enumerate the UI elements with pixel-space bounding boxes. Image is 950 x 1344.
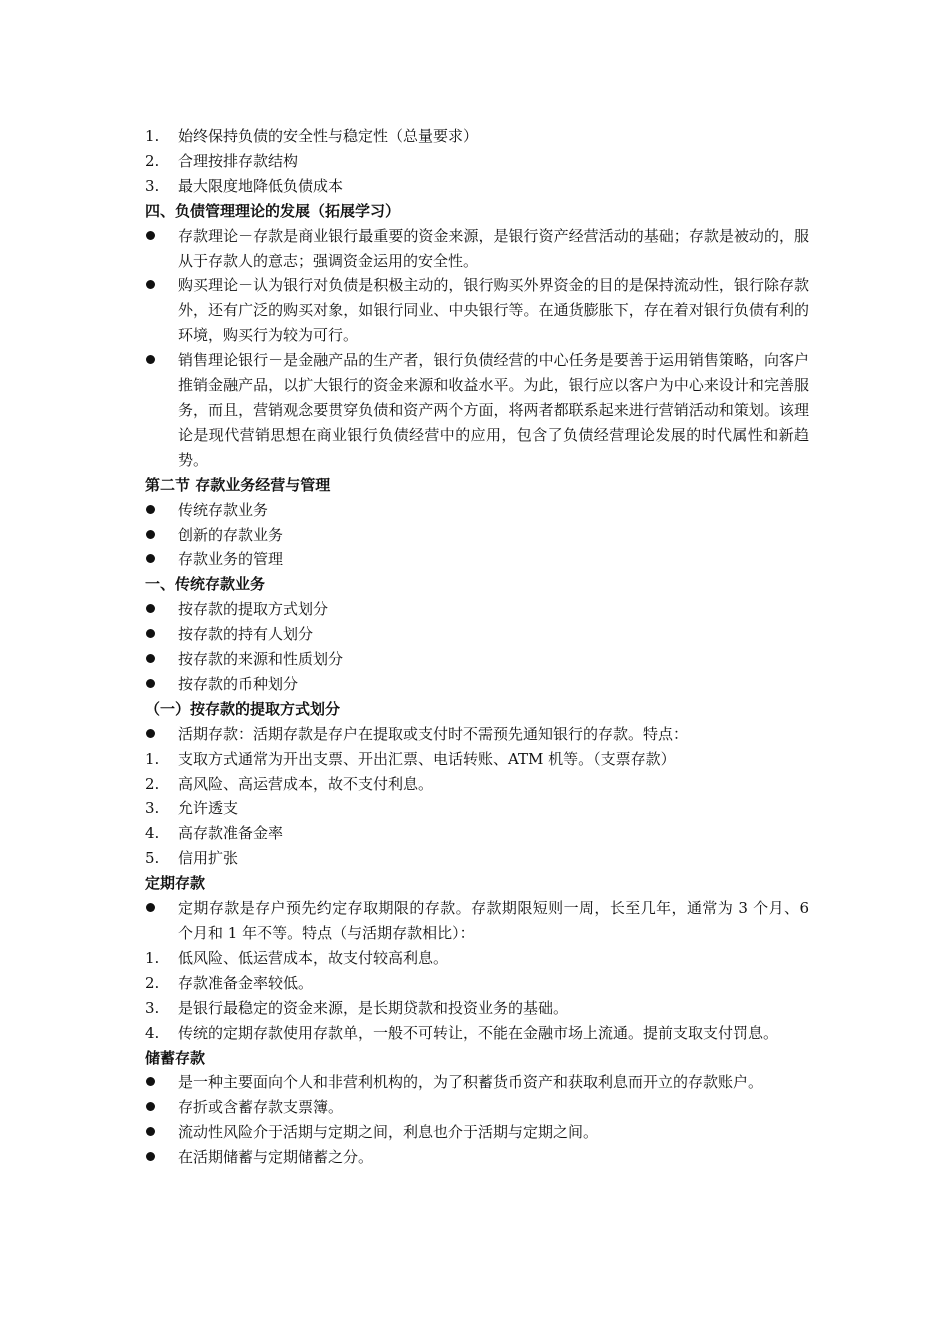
item-text: 最大限度地降低负债成本: [178, 176, 344, 195]
item-text: 存款理论－存款是商业银行最重要的资金来源，是银行资产经营活动的基础；存款是被动的，服从于存款人的意志；强调资金运用的安全性。: [178, 226, 809, 270]
item-text: 高存款准备金率: [178, 824, 284, 843]
bullet-item: [145, 348, 809, 473]
numbered-item: [145, 971, 809, 996]
list-number: 3.: [145, 176, 160, 195]
bullet-dot-icon: [145, 622, 178, 647]
bullet-dot-icon: [145, 523, 178, 548]
bullet-dot-icon: [145, 722, 178, 747]
bullet-item: [145, 896, 809, 946]
section-heading: 储蓄存款: [145, 1048, 206, 1067]
list-number: 5.: [145, 849, 160, 868]
item-text: 存款业务的管理: [178, 550, 284, 569]
bullet-dot-icon: [145, 672, 178, 697]
list-number: 4.: [145, 1023, 160, 1042]
item-text: 销售理论银行－是金融产品的生产者，银行负债经营的中心任务是要善于运用销售策略，向客户推销金融产品，以扩大银行的资金来源和收益水平。为此，银行应以客户为中心来设计和完善服务，而且，营销观念要贯穿负债和资产两个方面，将两者都联系起来进行营销活动和策划。该理论是现代营销思想在商业银行负债经营中的应用，包含了负债经营理论发展的时代属性和新趋势。: [178, 351, 809, 469]
item-text: 支取方式通常为开出支票、开出汇票、电话转账、ATM 机等。（支票存款）: [178, 749, 676, 768]
list-number: 1.: [145, 749, 160, 768]
item-text: 在活期储蓄与定期储蓄之分。: [178, 1148, 374, 1167]
item-text: 高风险、高运营成本，故不支付利息。: [178, 774, 434, 793]
bullet-item: [145, 224, 809, 274]
numbered-item: [145, 747, 809, 772]
bullet-item: [145, 273, 809, 348]
numbered-item: [145, 772, 809, 797]
bullet-dot-icon: [145, 547, 178, 572]
list-number: 2.: [145, 973, 160, 992]
bullet-dot-icon: [145, 597, 178, 622]
item-text: 信用扩张: [178, 849, 239, 868]
bullet-item: [145, 722, 809, 747]
bullet-item: [145, 597, 809, 622]
bullet-dot-icon: [145, 224, 178, 249]
bullet-item: [145, 547, 809, 572]
list-number: 3.: [145, 799, 160, 818]
document-body: [145, 124, 809, 1170]
numbered-item: [145, 996, 809, 1021]
bullet-item: [145, 1120, 809, 1145]
item-text: 传统存款业务: [178, 500, 269, 519]
list-number: 3.: [145, 998, 160, 1017]
bullet-dot-icon: [145, 647, 178, 672]
numbered-item: [145, 796, 809, 821]
list-number: 1.: [145, 127, 160, 145]
bullet-dot-icon: [145, 1070, 178, 1095]
item-text: 是一种主要面向个人和非营利机构的，为了积蓄货币资产和获取利息而开立的存款账户。: [178, 1073, 764, 1092]
item-text: 低风险、低运营成本，故支付较高利息。: [178, 948, 449, 967]
numbered-item: [145, 946, 809, 971]
list-number: 2.: [145, 151, 160, 170]
bullet-dot-icon: [145, 348, 178, 373]
list-number: 4.: [145, 824, 160, 843]
list-number: 2.: [145, 774, 160, 793]
bullet-item: [145, 1070, 809, 1095]
item-text: 存款准备金率较低。: [178, 973, 314, 992]
bullet-item: [145, 647, 809, 672]
bullet-dot-icon: [145, 273, 178, 298]
numbered-item: [145, 174, 809, 199]
item-text: 定期存款是存户预先约定存取期限的存款。存款期限短则一周，长至几年，通常为 3 个月、6 个月和 1 年不等。特点（与活期存款相比）：: [178, 899, 809, 942]
list-number: 1.: [145, 948, 160, 967]
item-text: 按存款的来源和性质划分: [178, 650, 344, 669]
section-heading: （一）按存款的提取方式划分: [145, 699, 341, 718]
bullet-dot-icon: [145, 1095, 178, 1120]
bullet-item: [145, 498, 809, 523]
item-text: 购买理论－认为银行对负债是积极主动的，银行购买外界资金的目的是保持流动性，银行除存款外，还有广泛的购买对象，如银行同业、中央银行等。在通货膨胀下，存在着对银行负债有利的环境，购买行为较为可行。: [178, 276, 809, 345]
bullet-item: [145, 1095, 809, 1120]
bullet-item: [145, 523, 809, 548]
bullet-item: [145, 622, 809, 647]
item-text: 按存款的提取方式划分: [178, 600, 329, 619]
bullet-dot-icon: [145, 896, 178, 921]
bullet-item: [145, 1145, 809, 1170]
item-text: 按存款的币种划分: [178, 674, 299, 693]
section-heading: 第二节 存款业务经营与管理: [145, 475, 331, 494]
section-heading: 四、负债管理理论的发展（拓展学习）: [145, 201, 401, 220]
numbered-item: [145, 149, 809, 174]
numbered-item: [145, 1021, 809, 1046]
bullet-dot-icon: [145, 498, 178, 523]
item-text: 是银行最稳定的资金来源，是长期贷款和投资业务的基础。: [178, 998, 569, 1017]
item-text: 流动性风险介于活期与定期之间，利息也介于活期与定期之间。: [178, 1123, 599, 1142]
item-text: 存折或含蓄存款支票簿。: [178, 1098, 344, 1117]
item-text: 合理按排存款结构: [178, 151, 299, 170]
item-text: 活期存款：活期存款是存户在提取或支付时不需预先通知银行的存款。特点：: [178, 724, 689, 743]
section-heading: 一、传统存款业务: [145, 575, 266, 594]
bullet-dot-icon: [145, 1145, 178, 1170]
numbered-item: [145, 821, 809, 846]
item-text: 允许透支: [178, 799, 239, 818]
bullet-dot-icon: [145, 1120, 178, 1145]
numbered-item: [145, 846, 809, 871]
item-text: 始终保持负债的安全性与稳定性（总量要求）: [178, 127, 479, 145]
bullet-item: [145, 672, 809, 697]
item-text: 创新的存款业务: [178, 525, 284, 544]
item-text: 传统的定期存款使用存款单，一般不可转让，不能在金融市场上流通。提前支取支付罚息。: [178, 1023, 779, 1042]
numbered-item: [145, 124, 809, 149]
section-heading: 定期存款: [145, 874, 206, 893]
item-text: 按存款的持有人划分: [178, 625, 314, 644]
